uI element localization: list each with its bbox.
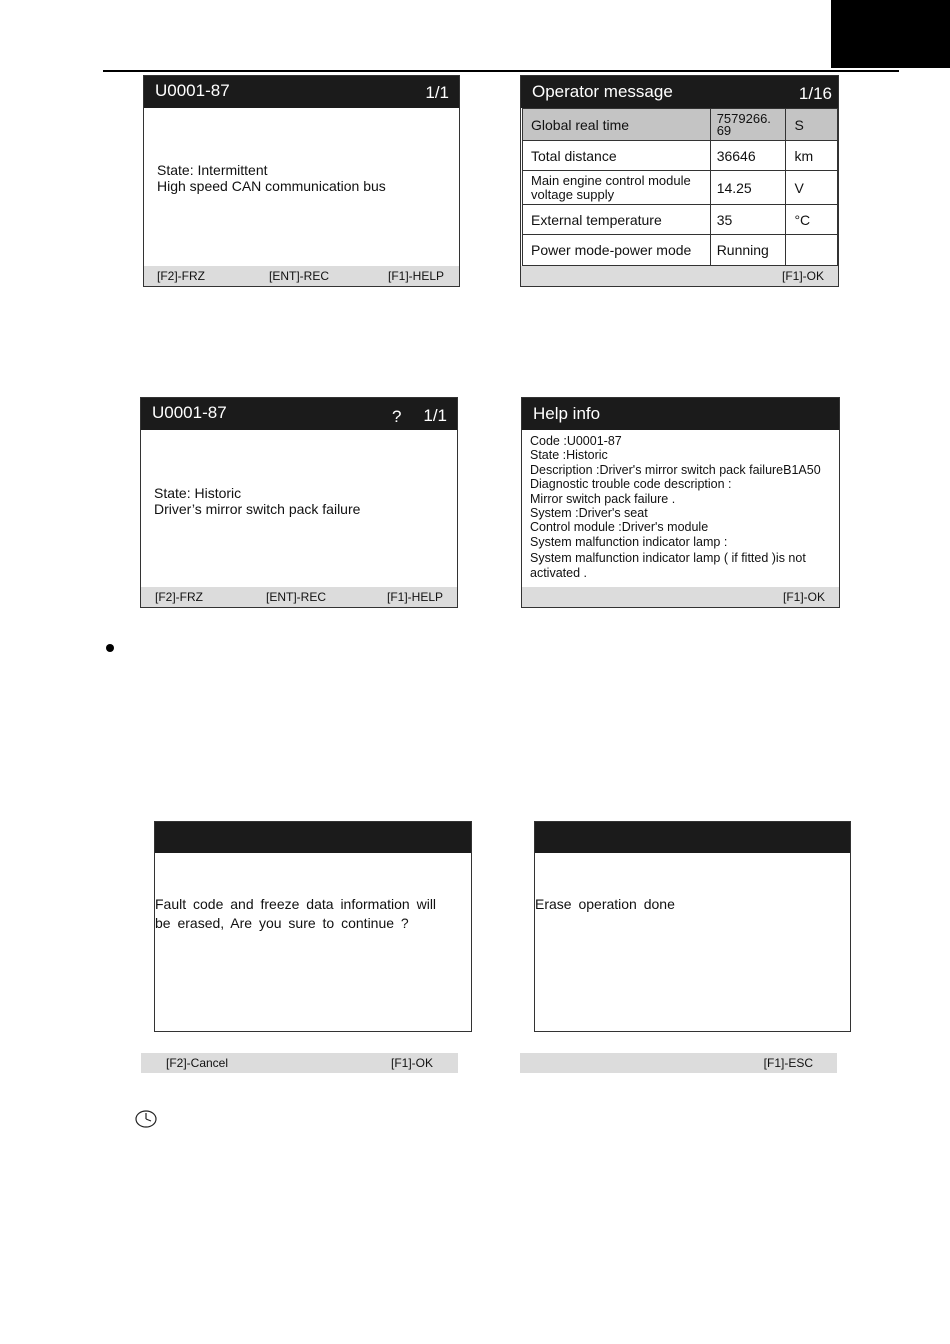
erase-done-message: Erase operation done [535,896,675,912]
softkey-bar [522,587,839,607]
param-name: Global real time [523,109,711,141]
table-row[interactable] [523,141,838,171]
dtc-header [141,398,457,430]
help-line: System :Driver's seat [530,506,648,521]
dtc-state: State: Intermittent [157,162,268,178]
help-line: activated . [530,565,587,580]
page-indicator: 1/1 [425,83,449,102]
softkey-bar [144,266,459,286]
dialog1-softkey-bar [141,1053,458,1073]
page-corner-tab [831,0,950,68]
confirm-line-2: be erased, Are you sure to continue ? [155,915,409,931]
erase-confirm-dialog [154,821,472,1032]
help-key[interactable]: [F1]-HELP [388,269,445,283]
freeze-frame-key[interactable]: [F2]-FRZ [157,269,205,283]
help-line: Diagnostic trouble code description : [530,477,732,492]
help-text [530,434,821,580]
dtc-description: Driver’s mirror switch pack failure [154,501,361,517]
table-row[interactable] [523,235,838,266]
table-row[interactable] [523,205,838,235]
param-value-text: 7579266. 69 [716,110,771,138]
operator-data-table [522,108,838,266]
help-header [522,398,839,430]
erase-confirm-message [155,895,436,933]
param-unit: °C [786,205,838,235]
param-value [710,109,786,141]
dtc-code-title: U0001-87 [152,403,227,422]
help-question-icon[interactable]: ? [392,407,402,426]
page-indicator: 1/16 [798,84,832,103]
help-info-screen [521,397,840,608]
table-row[interactable] [523,109,838,141]
help-key[interactable]: [F1]-HELP [387,590,444,604]
bullet-dot [106,644,114,652]
help-line: Control module :Driver's module [530,520,709,535]
ok-key[interactable]: [F1]-OK [781,269,824,283]
param-unit: V [786,171,838,205]
help-line: Description :Driver's mirror switch pack failureB1A50 [530,462,821,477]
param-value: 35 [710,205,786,235]
param-name [523,171,711,205]
freeze-frame-key[interactable]: [F2]-FRZ [155,590,203,604]
dtc-screen-historic [140,397,458,608]
dialog-header [155,822,471,853]
record-key[interactable]: [ENT]-REC [266,590,326,604]
help-line: Mirror switch pack failure . [530,491,676,506]
page-indicator: 1/1 [423,406,447,425]
param-name: Power mode-power mode [523,235,711,266]
confirm-line-1: Fault code and freeze data information will [155,896,437,912]
help-line: System malfunction indicator lamp : [530,534,728,549]
param-value: Running [710,235,786,266]
param-name-text: Main engine control module voltage supply [531,172,691,202]
dialog2-softkey-bar [520,1053,837,1073]
ok-button[interactable]: [F1]-OK [391,1056,434,1070]
param-unit: S [786,109,838,141]
param-unit [786,235,838,266]
help-line: State :Historic [530,448,608,463]
dtc-details [157,162,386,194]
esc-button[interactable]: [F1]-ESC [763,1056,813,1070]
dtc-code-title: U0001-87 [155,81,230,100]
cancel-button[interactable]: [F2]-Cancel [166,1056,229,1070]
param-name: External temperature [523,205,711,235]
header-rule [103,70,899,72]
dtc-header [144,76,459,108]
erase-done-dialog [534,821,851,1032]
help-title: Help info [533,404,601,423]
table-row[interactable] [523,171,838,205]
dtc-screen-intermittent [143,75,460,287]
ok-key[interactable]: [F1]-OK [782,590,825,604]
dtc-details [154,485,360,517]
operator-title: Operator message [532,82,673,101]
operator-message-screen [520,75,839,287]
dialog-header [535,822,850,853]
record-key[interactable]: [ENT]-REC [269,269,329,283]
param-value: 36646 [710,141,786,171]
dtc-description: High speed CAN communication bus [157,178,386,194]
softkey-bar [521,266,838,286]
operator-header [521,76,838,108]
param-value: 14.25 [710,171,786,205]
softkey-bar [141,587,457,607]
param-name: Total distance [523,141,711,171]
param-unit: km [786,141,838,171]
clock-icon [134,1109,158,1129]
dtc-state: State: Historic [154,485,242,501]
help-line: System malfunction indicator lamp ( if fitted )is not [530,551,806,566]
help-line: Code :U0001-87 [530,434,622,448]
